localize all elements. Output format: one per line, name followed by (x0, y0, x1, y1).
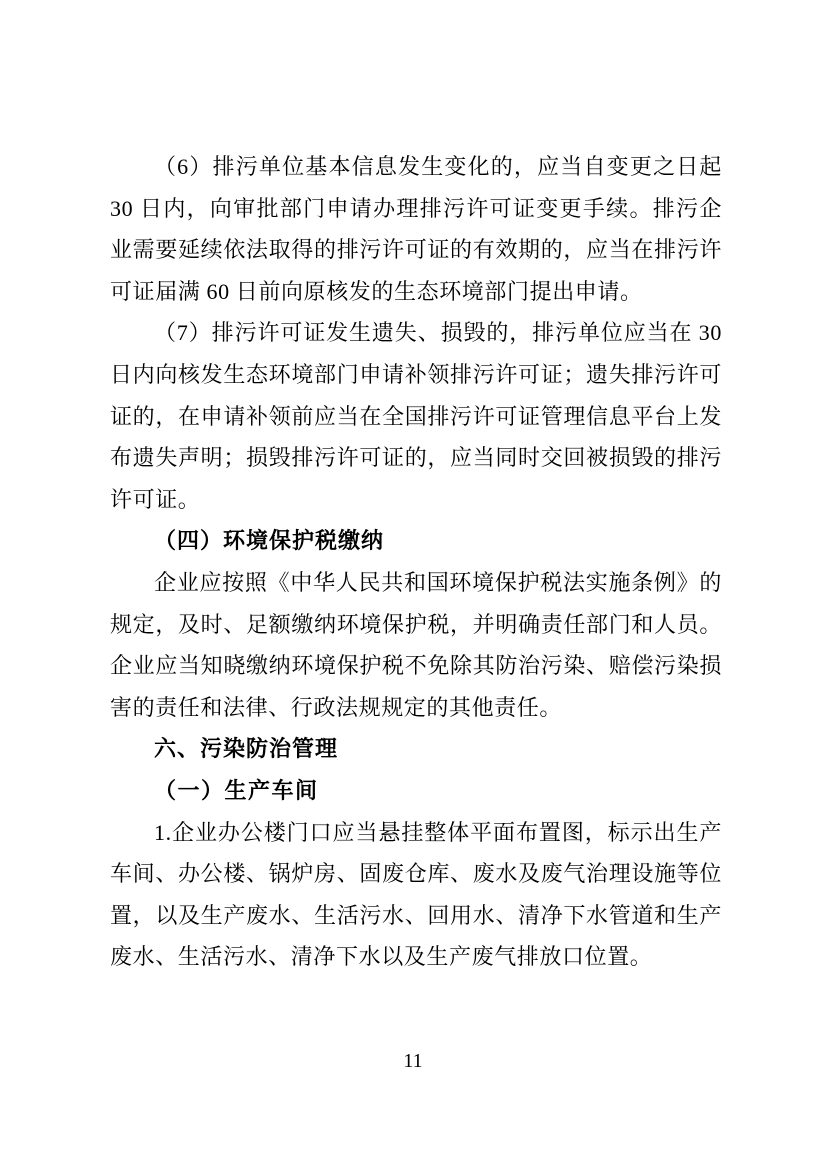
section-heading-environment-tax: （四）环境保护税缴纳 (154, 528, 385, 554)
chapter-heading-pollution-control: 六、污染防治管理 (154, 736, 339, 762)
paragraph-permit-loss: （7）排污许可证发生遗失、损毁的，排污单位应当在 30 日内向核发生态环境部门申请补领排污许可证；遗失排污许可证的，在申请补领前应当在全国排污许可证管理信息平台上发布遗失声明；损毁排污许可证的，应当同时交回被损毁的排污许可证。 (110, 320, 722, 512)
paragraph-environment-tax: 企业应按照《中华人民共和国环境保护税法实施条例》的规定，及时、足额缴纳环境保护税，并明确责任部门和人员。企业应当知晓缴纳环境保护税不免除其防治污染、赔偿污染损害的责任和法律、行政法规规定的其他责任。 (110, 569, 722, 720)
page-number: 11 (403, 1050, 423, 1072)
document-body (110, 146, 722, 978)
paragraph-permit-change: （6）排污单位基本信息发生变化的，应当自变更之日起 30 日内，向审批部门申请办理排污许可证变更手续。排污企业需要延续依法取得的排污许可证的有效期的，应当在排污许可证届满 60 日前向原核发的生态环境部门提出申请。 (110, 154, 722, 304)
section-heading-production-workshop: （一）生产车间 (154, 777, 319, 803)
paragraph-site-plan: 1.企业办公楼门口应当悬挂整体平面布置图，标示出生产车间、办公楼、锅炉房、固废仓库、废水及废气治理设施等位置，以及生产废水、生活污水、回用水、清净下水管道和生产废水、生活污水、清净下水以及生产废气排放口位置。 (110, 819, 722, 970)
